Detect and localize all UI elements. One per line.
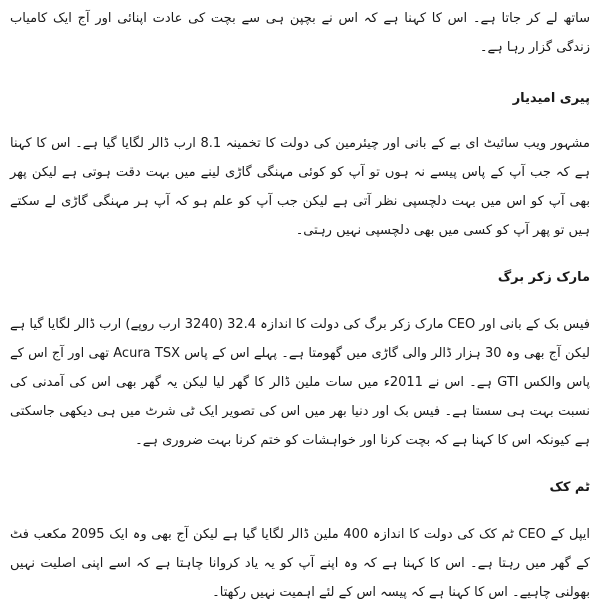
intro-paragraph-tail: ساتھ لے کر جاتا ہے۔ اس کا کہنا ہے کہ اس نے بچپن ہی سے بچت کی عادت اپنائی اور آج ایک کامیاب زندگی گزار رہا ہے۔	[10, 11, 590, 55]
section-heading: پیری امیدیار	[512, 91, 590, 106]
section-paragraph: فیس بک کے بانی اور CEO مارک زکر برگ کی دولت کا اندازہ 32.4 (3240 ارب روپے) ارب ڈالر لگایا گیا ہے لیکن آج بھی وہ 30 ہزار ڈالر والی گاڑی میں گھومتا ہے۔ پہلے اس کے پاس Acura TSX تھی اور آج اس کے پاس والکس GTI ہے۔ اس نے 2011ء میں سات ملین ڈالر کا گھر لیا لیکن یہ گھر بھی اس کی آمدنی کی نسبت بہت ہی سستا ہے۔ فیس بک اور دنیا بھر میں اس کی تصویر ایک ٹی شرٹ میں ہی دیکھی جاسکتی ہے کیونکہ اس کا کہنا ہے کہ بچت کرنا اور خواہشات کو ختم کرنا بہت ضروری ہے۔	[10, 317, 590, 448]
section-paragraph: ایپل کے CEO ٹم کک کی دولت کا اندازہ 400 ملین ڈالر لگایا گیا ہے لیکن آج بھی وہ ایک 2095 مکعب فٹ کے گھر میں رہتا ہے۔ اس کا کہنا ہے کہ وہ اپنے آپ کو یہ یاد کروانا چاہتا ہے کہ اسے اپنی اصلیت نہیں بھولنی چاہیے۔ اس کا کہنا ہے کہ پیسہ اس کے لئے اہمیت نہیں رکھتا۔	[10, 527, 590, 600]
section-perry-amidyar	[10, 84, 590, 245]
section-heading: مارک زکر برگ	[497, 270, 590, 285]
section-mark-zuckerberg	[10, 263, 590, 455]
section-tim-cook	[10, 473, 590, 607]
section-heading: ٹم کک	[549, 480, 590, 495]
section-paragraph: مشہور ویب سائیٹ ای بے کے بانی اور چیئرمین کی دولت کا تخمینہ 8.1 ارب ڈالر لگایا گیا ہے۔ اس کا کہنا ہے کہ جب آپ کے پاس پیسے نہ ہوں تو آپ کو کوئی مہنگی گاڑی لینے میں بہت دقت ہوتی ہے لیکن پھر بھی آپ کو اس میں بہت دلچسپی نظر آتی ہے لیکن جب آپ کو علم ہو کہ آپ ہر مہنگی گاڑی لے سکتے ہیں تو پھر آپ کو کسی میں بھی دلچسپی نہیں رہتی۔	[10, 136, 590, 238]
